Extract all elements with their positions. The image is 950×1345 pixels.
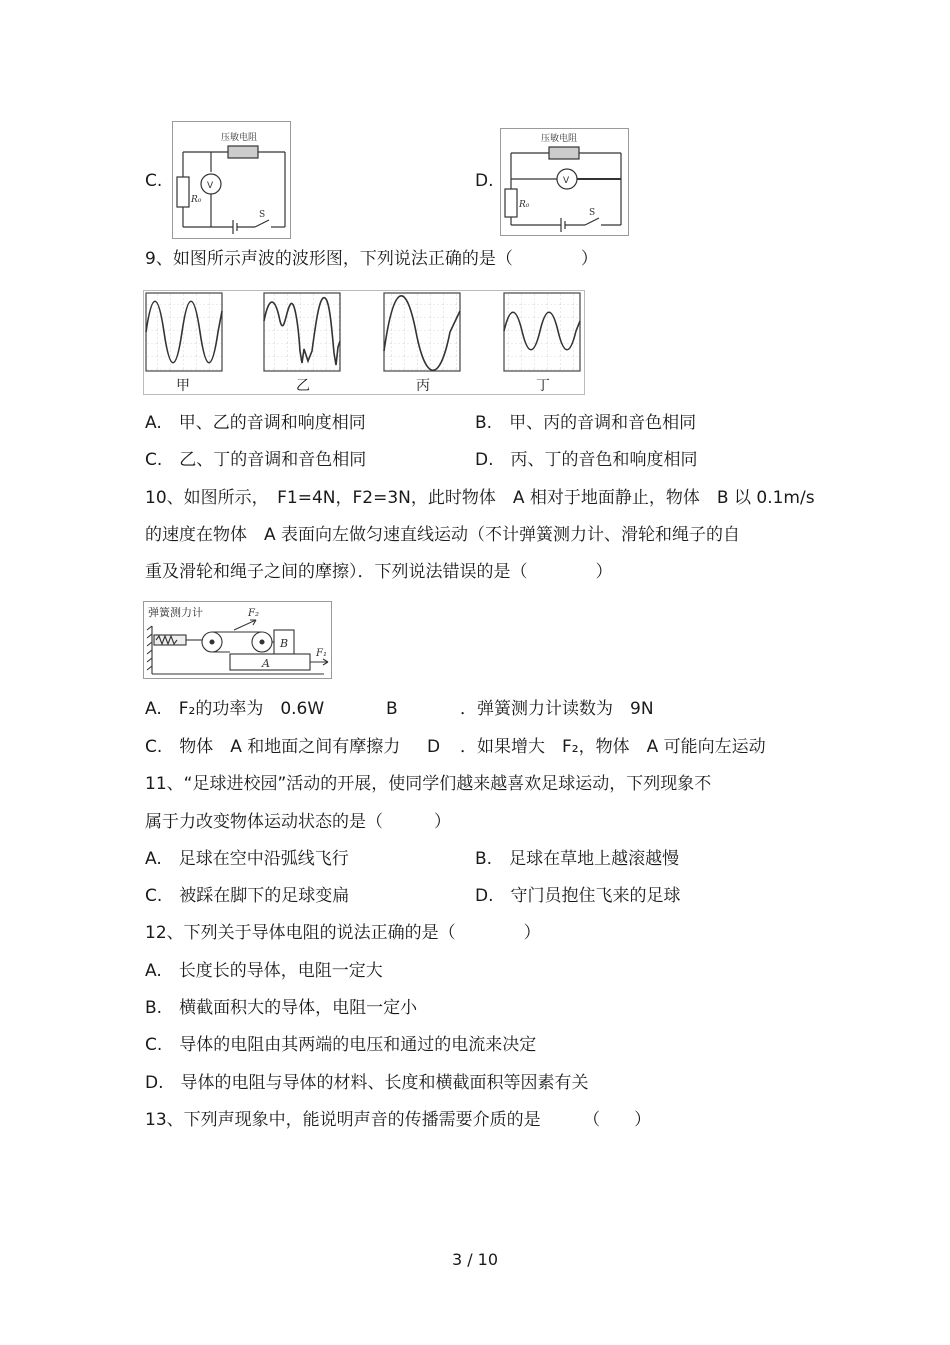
- q11-option-b[interactable]: B. 足球在草地上越滚越慢: [475, 849, 680, 869]
- q10-option-d-text[interactable]: ．如果增大 F₂，物体 A 可能向左运动: [460, 737, 766, 757]
- q9-option-c[interactable]: C. 乙、丁的音调和音色相同: [145, 450, 367, 470]
- circuit-d-sensor-label: 压敏电阻: [541, 134, 578, 144]
- pulley-block-b-label: B: [280, 637, 289, 650]
- pulley-f1-label: F₁: [316, 648, 327, 659]
- q11-stem-line1: 11、“足球进校园”活动的开展，使同学们越来越喜欢足球运动，下列现象不: [145, 774, 712, 794]
- pulley-block-a-label: A: [262, 657, 270, 670]
- q13-stem: 13、下列声现象中，能说明声音的传播需要介质的是 （ ）: [145, 1110, 652, 1130]
- q12-stem: 12、下列关于导体电阻的说法正确的是（ ）: [145, 923, 541, 943]
- q10-stem-line3: 重及滑轮和绳子之间的摩擦）．下列说法错误的是（ ）: [145, 562, 613, 582]
- circuit-c-sensor-label: 压敏电阻: [221, 133, 258, 143]
- pulley-diagram: [143, 601, 332, 679]
- q10-option-b-letter[interactable]: B: [386, 699, 398, 719]
- q9-stem: 9、如图所示声波的波形图，下列说法正确的是（ ）: [145, 249, 598, 269]
- circuit-d-r0-label: R₀: [519, 200, 530, 210]
- wave-label-bing: 丙: [416, 378, 430, 394]
- q10-stem-line1: 10、如图所示， F1=4N，F2=3N，此时物体 A 相对于地面静止，物体 B 以 0.1m/s: [145, 488, 815, 508]
- q9-option-d[interactable]: D. 丙、丁的音色和响度相同: [475, 450, 698, 470]
- q10-option-d-letter[interactable]: D: [427, 737, 441, 757]
- q8-option-d-label: D.: [475, 171, 494, 191]
- q10-stem-line2: 的速度在物体 A 表面向左做匀速直线运动（不计弹簧测力计、滑轮和绳子的自: [145, 525, 741, 545]
- q11-option-d[interactable]: D. 守门员抱住飞来的足球: [475, 886, 681, 906]
- q12-option-a[interactable]: A. 长度长的导体，电阻一定大: [145, 961, 383, 981]
- wave-label-yi: 乙: [296, 378, 310, 394]
- q11-stem-line2: 属于力改变物体运动状态的是（ ）: [145, 812, 451, 832]
- circuit-diagram-d: [500, 128, 629, 236]
- wave-frame-bing: [384, 293, 460, 371]
- circuit-c-switch-label: S: [259, 210, 266, 220]
- circuit-c-r0-label: R₀: [191, 195, 202, 205]
- q12-option-b[interactable]: B. 横截面积大的导体，电阻一定小: [145, 998, 418, 1018]
- q11-option-a[interactable]: A. 足球在空中沿弧线飞行: [145, 849, 349, 869]
- pulley-title: 弹簧测力计: [148, 606, 203, 619]
- q10-option-c[interactable]: C. 物体 A 和地面之间有摩擦力: [145, 737, 401, 757]
- wave-label-ding: 丁: [536, 378, 550, 394]
- q8-option-c-label: C.: [145, 171, 163, 191]
- waveform-figure: [143, 290, 585, 395]
- circuit-diagram-c: [172, 121, 291, 239]
- q10-option-a[interactable]: A. F₂的功率为 0.6W: [145, 699, 325, 719]
- q10-option-b-text[interactable]: ．弹簧测力计读数为 9N: [460, 699, 654, 719]
- q11-option-c[interactable]: C. 被踩在脚下的足球变扁: [145, 886, 350, 906]
- pulley-f2-label: F₂: [248, 608, 259, 619]
- q9-option-a[interactable]: A. 甲、乙的音调和响度相同: [145, 413, 366, 433]
- wave-label-jia: 甲: [176, 378, 190, 394]
- q9-option-b[interactable]: B. 甲、丙的音调和音色相同: [475, 413, 697, 433]
- q12-option-d[interactable]: D. 导体的电阻与导体的材料、长度和横截面积等因素有关: [145, 1073, 589, 1093]
- page-number: 3 / 10: [451, 1250, 499, 1269]
- wave-frame-ding: [504, 293, 580, 371]
- circuit-d-switch-label: S: [589, 208, 596, 218]
- circuit-d-voltmeter-label: V: [563, 176, 570, 186]
- circuit-c-voltmeter-label: V: [207, 181, 214, 191]
- q12-option-c[interactable]: C. 导体的电阻由其两端的电压和通过的电流来决定: [145, 1035, 537, 1055]
